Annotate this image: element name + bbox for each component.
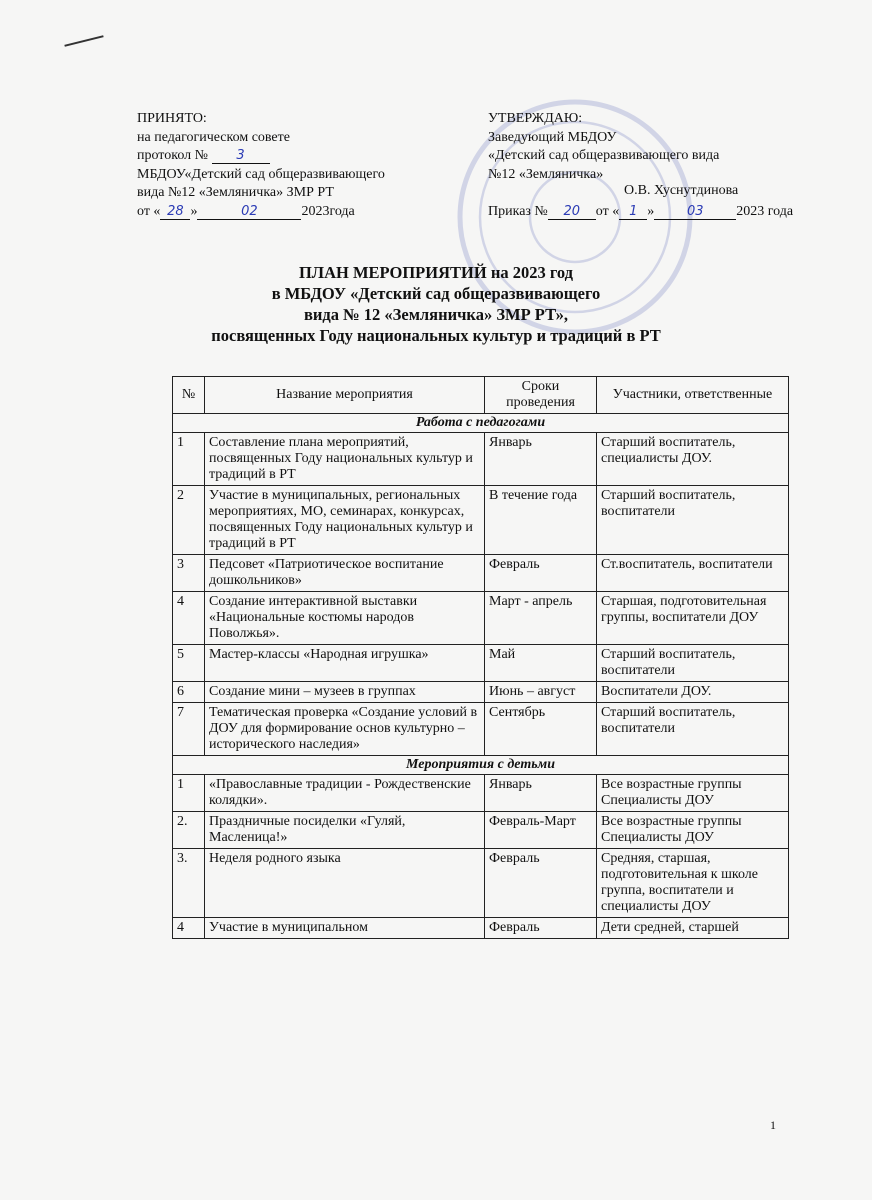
table-row [173, 486, 789, 555]
cell-number: 2. [173, 812, 205, 849]
cell-participants: Все возрастные группы Специалисты ДОУ [597, 812, 789, 849]
org-line-2: вида №12 «Земляничка» ЗМР РТ [137, 185, 334, 200]
cell-event-name: Тематическая проверка «Создание условий в ДОУ для формирование основ культурно – исторического наследия» [205, 703, 485, 756]
cell-participants: Старший воспитатель, воспитатели [597, 486, 789, 555]
header-dates: Сроки проведения [485, 377, 597, 414]
cell-participants: Средняя, старшая, подготовительная к школе группа, воспитатели и специалисты ДОУ [597, 849, 789, 918]
date-month [197, 205, 301, 220]
cell-event-name: Создание мини – музеев в группах [205, 682, 485, 703]
cell-event-name: «Православные традиции - Рождественские колядки». [205, 775, 485, 812]
cell-dates: Февраль-Март [485, 812, 597, 849]
signer-name: О.В. Хуснутдинова [624, 183, 739, 198]
accepted-date-line [137, 203, 385, 222]
teachers-rows [173, 433, 789, 756]
date-prefix: от « [137, 203, 161, 219]
order-day [619, 205, 647, 220]
cell-event-name: Праздничные посиделки «Гуляй, Масленица!» [205, 812, 485, 849]
approve-org-line-2: №12 «Земляничка» [488, 166, 604, 182]
table-row [173, 682, 789, 703]
cell-event-name: Создание интерактивной выставки «Национальные костюмы народов Поволжья». [205, 592, 485, 645]
table-row [173, 849, 789, 918]
protocol-label: протокол № [137, 148, 208, 163]
order-day-value: 1 [629, 203, 638, 219]
title-line-3: вида № 12 «Земляничка» ЗМР РТ», [303, 305, 569, 324]
scan-mark [64, 35, 103, 47]
cell-participants: Старшая, подготовительная группы, воспитатели ДОУ [597, 592, 789, 645]
document-title [0, 262, 872, 346]
cell-dates: Февраль [485, 555, 597, 592]
page-number: 1 [770, 1118, 776, 1132]
table-row [173, 775, 789, 812]
title-line-2: в МБДОУ «Детский сад общеразвивающего [271, 284, 601, 303]
cell-dates: Январь [485, 433, 597, 486]
cell-dates: Январь [485, 775, 597, 812]
cell-dates: Май [485, 645, 597, 682]
table-row [173, 812, 789, 849]
cell-participants: Воспитатели ДОУ. [597, 682, 789, 703]
order-number-value: 20 [563, 203, 581, 219]
header-event-name: Название мероприятия [205, 377, 485, 414]
table-row [173, 918, 789, 939]
cell-event-name: Участие в муниципальных, региональных мероприятиях, МО, семинарах, конкурсах, посвященных Году национальных культур и традиций в РТ [205, 486, 485, 555]
order-month-value: 03 [686, 203, 704, 219]
cell-number: 3. [173, 849, 205, 918]
cell-dates: В течение года [485, 486, 597, 555]
protocol-number-value: 3 [236, 148, 245, 163]
title-line-4: посвященных Году национальных культур и традиций в РТ [211, 326, 661, 345]
section-row [173, 756, 789, 775]
table-row [173, 433, 789, 486]
cell-number: 5 [173, 645, 205, 682]
approve-org-line-1: «Детский сад общеразвивающего вида [488, 148, 720, 163]
cell-participants: Старший воспитатель, специалисты ДОУ. [597, 433, 789, 486]
accepted-label: ПРИНЯТО: [137, 111, 207, 126]
cell-number: 4 [173, 592, 205, 645]
approve-label: УТВЕРЖДАЮ: [488, 111, 583, 126]
org-line-1: МБДОУ«Детский сад общеразвивающего [137, 166, 385, 182]
date-month-value: 02 [241, 203, 258, 219]
order-number [548, 205, 596, 220]
cell-dates: Февраль [485, 849, 597, 918]
table-row [173, 592, 789, 645]
cell-event-name: Составление плана мероприятий, посвященных Году национальных культур и традиций в РТ [205, 433, 485, 486]
cell-number: 1 [173, 775, 205, 812]
title-line-1: ПЛАН МЕРОПРИЯТИЙ на 2023 год [298, 263, 574, 282]
protocol-number [212, 149, 270, 164]
cell-number: 4 [173, 918, 205, 939]
cell-event-name: Педсовет «Патриотическое воспитание дошкольников» [205, 555, 485, 592]
cell-participants: Ст.воспитатель, воспитатели [597, 555, 789, 592]
section-children: Мероприятия с детьми [173, 756, 789, 775]
cell-number: 2 [173, 486, 205, 555]
date-year: 2023года [301, 203, 355, 219]
cell-participants: Старший воспитатель, воспитатели [597, 645, 789, 682]
order-line [488, 203, 838, 222]
cell-number: 7 [173, 703, 205, 756]
cell-participants: Дети средней, старшей [597, 918, 789, 939]
header-approve-block [488, 110, 838, 221]
date-day [160, 205, 190, 220]
order-mid: » [647, 203, 655, 219]
order-month [654, 205, 736, 220]
cell-participants: Все возрастные группы Специалисты ДОУ [597, 775, 789, 812]
cell-dates: Февраль [485, 918, 597, 939]
header-participants: Участники, ответственные [597, 377, 789, 414]
date-day-value: 28 [167, 203, 184, 219]
cell-dates: Март - апрель [485, 592, 597, 645]
council-label: на педагогическом совете [137, 129, 290, 145]
position-label: Заведующий МБДОУ [488, 129, 617, 145]
date-mid: » [190, 203, 198, 219]
section-row [173, 414, 789, 433]
cell-number: 3 [173, 555, 205, 592]
cell-event-name: Участие в муниципальном [205, 918, 485, 939]
table-header-row [173, 377, 789, 414]
cell-event-name: Мастер-классы «Народная игрушка» [205, 645, 485, 682]
events-table [172, 376, 789, 939]
order-from: от « [595, 203, 620, 219]
table-row [173, 645, 789, 682]
section-teachers: Работа с педагогами [173, 414, 789, 433]
cell-event-name: Неделя родного языка [205, 849, 485, 918]
order-year: 2023 года [736, 203, 794, 219]
cell-participants: Старший воспитатель, воспитатели [597, 703, 789, 756]
cell-dates: Сентябрь [485, 703, 597, 756]
header-number: № [173, 377, 205, 414]
header-accepted-block [137, 110, 385, 221]
order-label: Приказ № [488, 203, 548, 219]
table-row [173, 555, 789, 592]
children-rows [173, 775, 789, 939]
cell-number: 1 [173, 433, 205, 486]
table-row [173, 703, 789, 756]
cell-dates: Июнь – август [485, 682, 597, 703]
protocol-line [137, 147, 385, 166]
cell-number: 6 [173, 682, 205, 703]
